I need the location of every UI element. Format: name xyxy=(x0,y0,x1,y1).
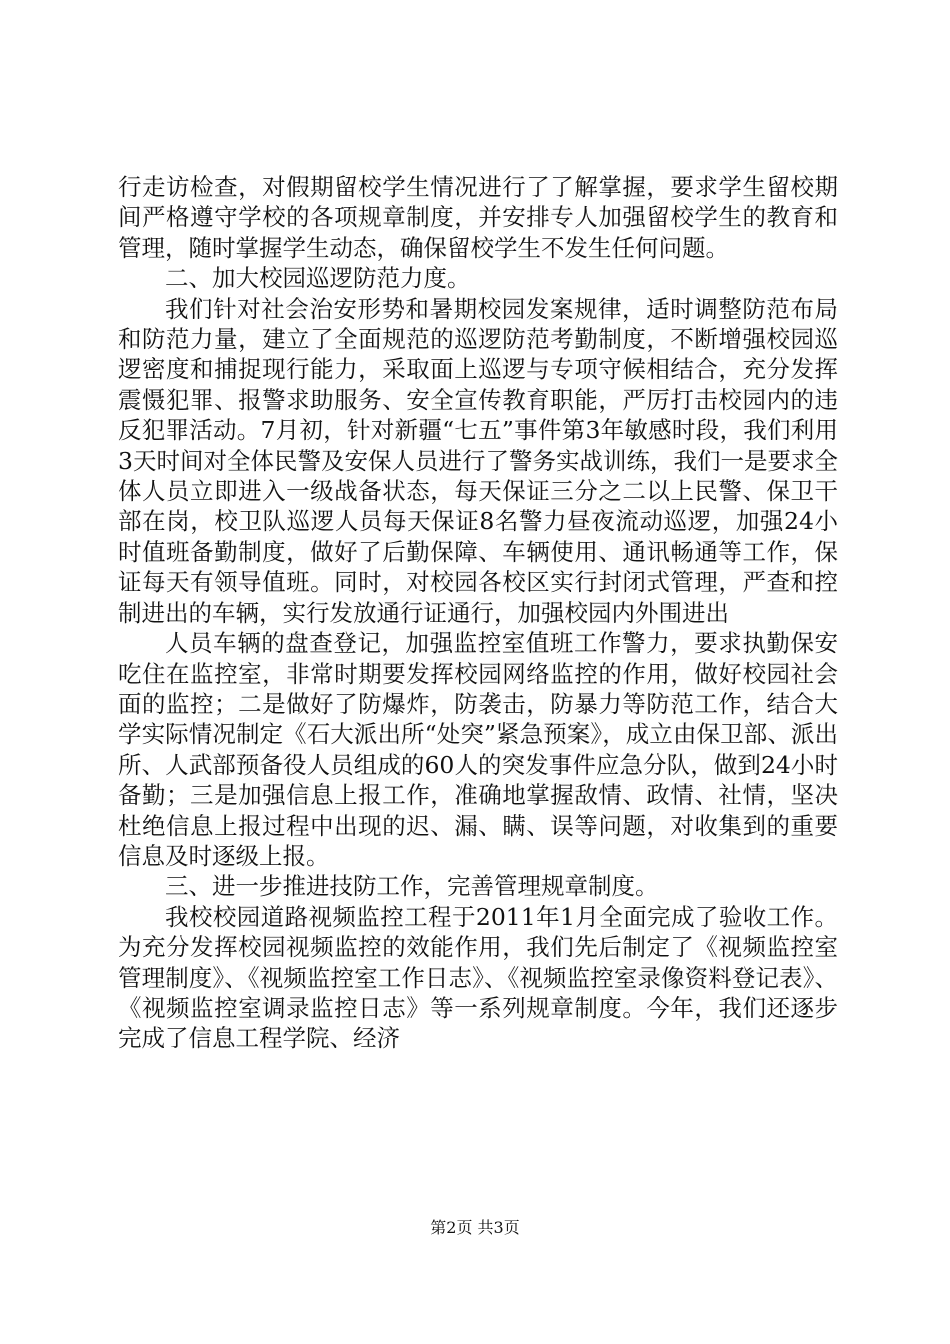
paragraph-6: 我校校园道路视频监控工程于2011年1月全面完成了验收工作。为充分发挥校园视频监控的效能作用，我们先后制定了《视频监控室管理制度》、《视频监控室工作日志》、《视频监控室录像资料登记表》、《视频监控室调录监控日志》等一系列规章制度。今年，我们还逐步完成了信息工程学院、经济 xyxy=(118,902,838,1053)
section-heading-3: 三、进一步推进技防工作，完善管理规章制度。 xyxy=(165,872,659,901)
page-footer: 第2页 共3页 xyxy=(430,1218,520,1237)
paragraph-4: 人员车辆的盘查登记，加强监控室值班工作警力，要求执勤保安吃住在监控室，非常时期要发挥校园网络监控的作用，做好校园社会面的监控；二是做好了防爆炸，防袭击，防暴力等防范工作，结合大学实际情况制定《石大派出所“处突”紧急预案》，成立由保卫部、派出所、人武部预备役人员组成的60人的突发事件应急分队，做到24小时备勤；三是加强信息上报工作，准确地掌握敌情、政情、社情，坚决杜绝信息上报过程中出现的迟、漏、瞒、误等问题，对收集到的重要信息及时逐级上报。 xyxy=(118,629,838,870)
paragraph-1: 行走访检查，对假期留校学生情况进行了了解掌握，要求学生留校期间严格遵守学校的各项规章制度，并安排专人加强留校学生的教育和管理，随时掌握学生动态，确保留校学生不发生任何问题。 xyxy=(118,173,838,262)
section-heading-2: 二、加大校园巡逻防范力度。 xyxy=(165,264,471,293)
document-body xyxy=(118,172,838,1054)
paragraph-3: 我们针对社会治安形势和暑期校园发案规律，适时调整防范布局和防范力量，建立了全面规范的巡逻防范考勤制度，不断增强校园巡逻密度和捕捉现行能力，采取面上巡逻与专项守候相结合，充分发挥震慑犯罪、报警求助服务、安全宣传教育职能，严厉打击校园内的违反犯罪活动。7月初，针对新疆“七五”事件第3年敏感时段，我们利用3天时间对全体民警及安保人员进行了警务实战训练，我们一是要求全体人员立即进入一级战备状态，每天保证三分之二以上民警、保卫干部在岗，校卫队巡逻人员每天保证8名警力昼夜流动巡逻，加强24小时值班备勤制度，做好了后勤保障、车辆使用、通讯畅通等工作，保证每天有领导值班。同时，对校园各校区实行封闭式管理，严查和控制进出的车辆，实行发放通行证通行，加强校园内外围进出 xyxy=(118,294,838,627)
